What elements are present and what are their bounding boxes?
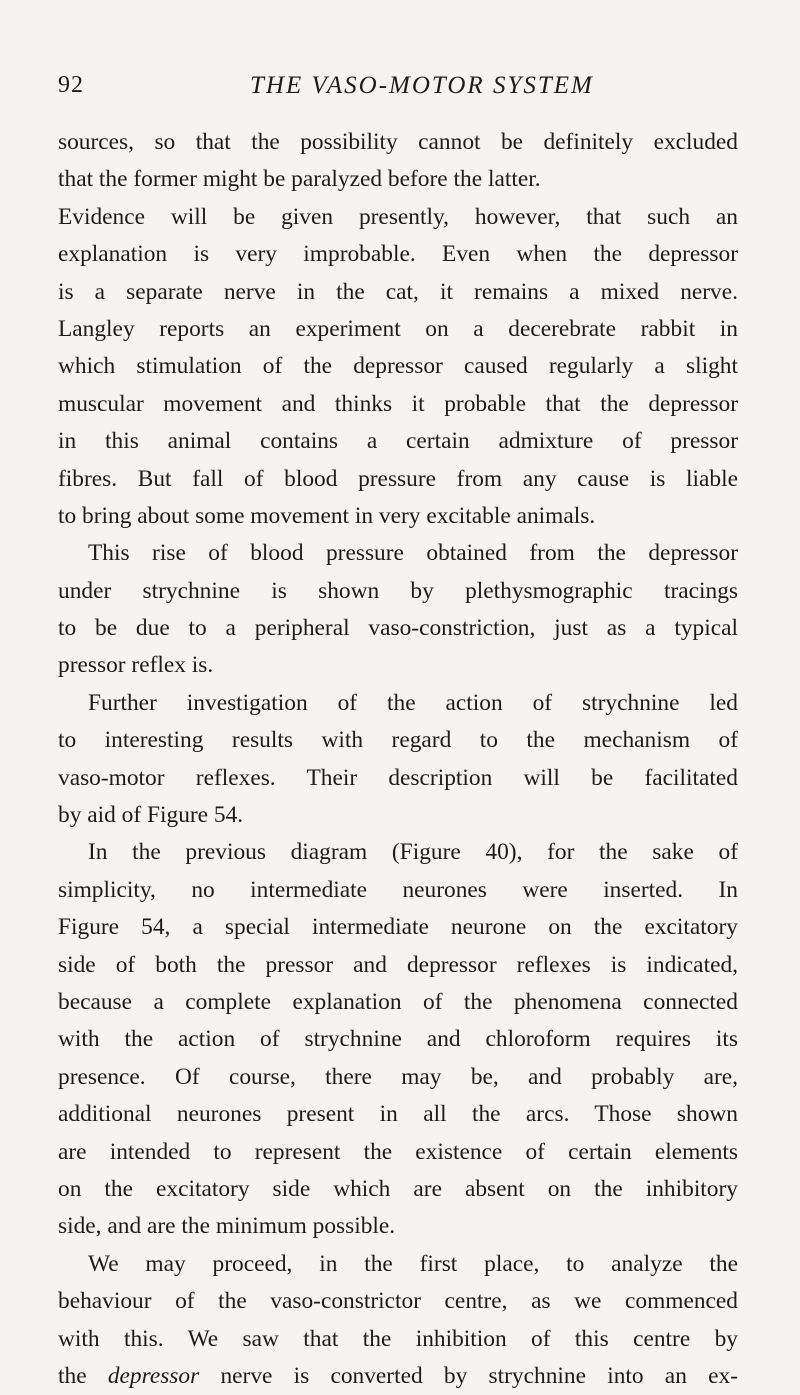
text-line: which stimulation of the depressor caused regularly a slight: [58, 353, 738, 380]
text-line: by aid of Figure 54.: [58, 802, 244, 829]
text-line: muscular movement and thinks it probable that the depressor: [58, 390, 738, 417]
paragraph-3: [58, 685, 738, 835]
text-line: is a separate nerve in the cat, it remains a mixed nerve.: [58, 278, 738, 305]
text-line: presence. Of course, there may be, and probably are,: [58, 1063, 738, 1090]
text-line: Further investigation of the action of strychnine led: [88, 689, 738, 716]
running-head: [58, 72, 738, 112]
paragraph-4: [58, 834, 738, 1245]
text-line: that the former might be paralyzed before the latter.: [58, 166, 541, 193]
paragraph-1: [58, 124, 738, 535]
text-line: to be due to a peripheral vaso-constriction, just as a typical: [58, 615, 738, 642]
text-line: explanation is very improbable. Even when the depressor: [58, 241, 738, 268]
text-line: behaviour of the vaso-constrictor centre, as we commenced: [58, 1288, 738, 1315]
text-line: because a complete explanation of the phenomena connected: [58, 988, 738, 1015]
text-line: to bring about some movement in very excitable animals.: [58, 502, 596, 529]
text-line: fibres. But fall of blood pressure from any cause is liable: [58, 465, 738, 492]
text-line: in this animal contains a certain admixture of pressor: [58, 428, 738, 455]
text-line: with the action of strychnine and chloroform requires its: [58, 1026, 738, 1053]
running-head-title: THE VASO-MOTOR SYSTEM: [250, 72, 594, 99]
emphasized-word: depressor: [107, 1362, 200, 1389]
text-line: additional neurones present in all the arcs. Those shown: [58, 1101, 738, 1128]
text-line: Evidence will be given presently, however, that such an: [58, 203, 738, 230]
text-line: In the previous diagram (Figure 40), for the sake of: [88, 839, 738, 866]
text-run: nerve is converted by strychnine into an ex-: [199, 1362, 738, 1389]
body-text: [58, 124, 738, 1395]
text-line: This rise of blood pressure obtained from the depressor: [88, 540, 738, 567]
text-line: Langley reports an experiment on a decerebrate rabbit in: [58, 315, 738, 342]
paragraph-2: [58, 535, 738, 685]
text-line: side of both the pressor and depressor reflexes is indicated,: [58, 951, 738, 978]
text-line: simplicity, no intermediate neurones were inserted. In: [58, 876, 738, 903]
text-line: We may proceed, in the first place, to analyze the: [88, 1250, 738, 1277]
text-line: sources, so that the possibility cannot be definitely excluded: [58, 129, 738, 155]
text-line: vaso-motor reflexes. Their description will be facilitated: [58, 764, 738, 791]
text-line: pressor reflex is.: [58, 652, 214, 679]
text-line: with this. We saw that the inhibition of this centre by: [58, 1325, 738, 1352]
text-line: on the excitatory side which are absent on the inhibitory: [58, 1175, 738, 1202]
text-line: are intended to represent the existence of certain elements: [58, 1138, 738, 1165]
text-line: under strychnine is shown by plethysmographic tracings: [58, 577, 738, 604]
paragraph-5: [58, 1246, 738, 1395]
text-line: to interesting results with regard to the mechanism of: [58, 727, 738, 754]
text-line: side, and are the minimum possible.: [58, 1213, 396, 1240]
text-line: Figure 54, a special intermediate neurone on the excitatory: [58, 914, 738, 941]
text-line: [58, 1358, 738, 1395]
page-number: 92: [58, 72, 84, 98]
text-run: the: [58, 1362, 108, 1389]
